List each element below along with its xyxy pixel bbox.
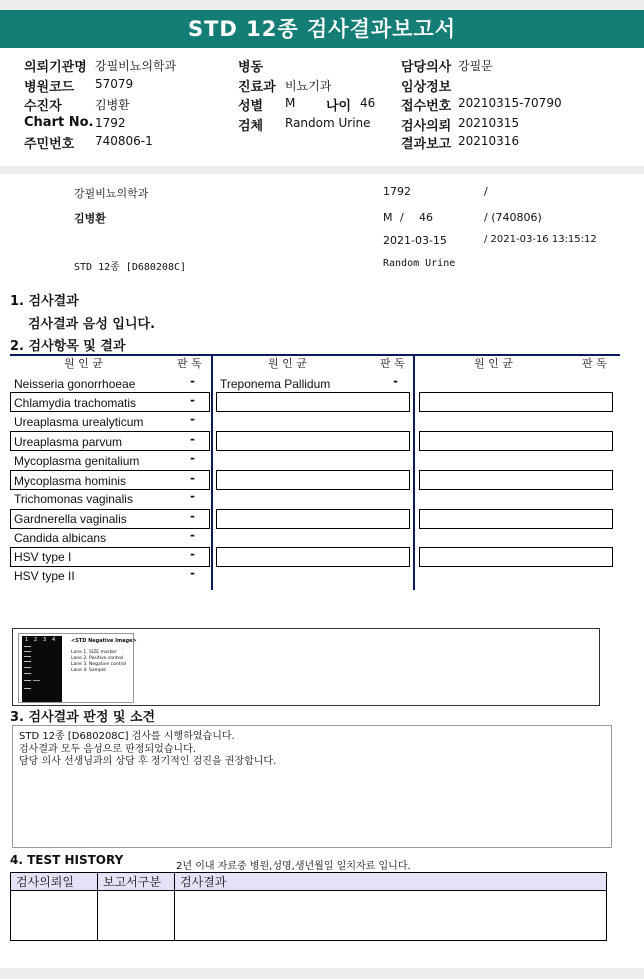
col-result-1: 판 독 — [177, 357, 202, 370]
gel-band — [24, 688, 31, 689]
organism-name: Ureaplasma urealyticum — [14, 415, 144, 429]
organism-result: - — [190, 471, 195, 485]
ward-label: 병동 — [238, 60, 264, 75]
organism-name: Neisseria gonorrhoeae — [14, 377, 136, 391]
pb-slash-2: / — [400, 211, 404, 224]
comment-line: STD 12종 [D680208C] 검사를 시행하였습니다. — [19, 731, 235, 742]
gel-image-panel — [12, 628, 600, 706]
gel-band — [24, 651, 31, 652]
organism-result: - — [190, 509, 195, 523]
row-box — [419, 547, 613, 567]
gel-band — [24, 646, 31, 647]
row-box — [216, 509, 410, 529]
pb-name: 김병환 — [74, 212, 106, 225]
row-box — [216, 547, 410, 567]
age-label: 나이 — [326, 99, 352, 114]
section-2-title: 2. 검사항목 및 결과 — [10, 339, 126, 354]
gel-photo — [22, 636, 62, 702]
row-box — [419, 431, 613, 451]
row-box — [419, 509, 613, 529]
organism-result: - — [190, 374, 195, 388]
col-result-3: 판 독 — [582, 357, 607, 370]
report-date-label: 결과보고 — [401, 137, 452, 152]
history-col-report-type: 보고서구분 — [98, 873, 175, 891]
organism-name: HSV type II — [14, 569, 75, 583]
requester-value: 강필비뇨의학과 — [95, 59, 177, 73]
section-1-title: 1. 검사결과 — [10, 294, 79, 309]
col-result-2: 판 독 — [380, 357, 405, 370]
organism-result: - — [190, 412, 195, 426]
gel-legend — [71, 638, 137, 674]
report-sheet — [0, 174, 644, 968]
gel-band — [33, 680, 40, 681]
history-cell — [98, 891, 175, 941]
gel-title: <STD Negative Image> — [71, 638, 137, 644]
gel-band — [24, 667, 31, 668]
history-col-request-date: 검사의뢰일 — [11, 873, 98, 891]
grid-divider-1 — [211, 354, 213, 590]
hospital-code-value: 57079 — [95, 77, 134, 91]
report-title: STD 12종 검사결과보고서 — [0, 10, 644, 48]
gel-band — [24, 680, 31, 681]
gel-legend-line: Lane 3. Negative control — [71, 662, 127, 667]
gel-legend-line: Lane 4. Sample — [71, 668, 106, 673]
lane-label: 3 — [43, 637, 47, 643]
row-box — [216, 392, 410, 412]
col-organism-3: 원 인 균 — [474, 357, 513, 370]
comment-line: 검사결과 모두 음성으로 판정되었습니다. — [19, 744, 196, 755]
organism-name: Treponema Pallidum — [220, 377, 331, 391]
organism-result: - — [393, 374, 398, 388]
specimen-label: 검체 — [238, 119, 264, 134]
pb-chart: 1792 — [383, 185, 411, 198]
grid-divider-2 — [413, 354, 415, 590]
col-organism-2: 원 인 균 — [268, 357, 307, 370]
chart-label: Chart No. — [24, 115, 94, 130]
id-label: 주민번호 — [24, 137, 75, 152]
pb-birth: / (740806) — [484, 211, 542, 224]
gel-band — [24, 656, 31, 657]
chart-value: 1792 — [95, 116, 126, 130]
comment-line: 담당 의사 선생님과의 상담 후 정기적인 검진을 권장합니다. — [19, 756, 277, 767]
organism-name: Chlamydia trachomatis — [14, 396, 137, 410]
gel-image — [18, 633, 137, 703]
pb-date-reported: / 2021-03-16 13:15:12 — [484, 234, 597, 245]
lane-label: 2 — [34, 637, 38, 643]
requester-label: 의뢰기관명 — [24, 60, 87, 75]
pb-clinic: 강필비뇨의학과 — [74, 187, 149, 200]
dept-value: 비뇨기과 — [285, 79, 332, 93]
organism-name: Mycoplasma genitalium — [14, 454, 140, 468]
doctor-value: 강필문 — [458, 59, 493, 73]
pb-test: STD 12종 [D680208C] — [74, 262, 187, 273]
organism-result: - — [190, 528, 195, 542]
patient-value: 김병환 — [95, 98, 130, 112]
organism-name: Gardnerella vaginalis — [14, 512, 127, 526]
organism-result: - — [190, 566, 195, 580]
pb-age: 46 — [419, 211, 433, 224]
age-value: 46 — [360, 96, 376, 110]
sex-label: 성별 — [238, 99, 264, 114]
comment-box — [12, 725, 612, 848]
request-date-label: 검사의뢰 — [401, 119, 452, 134]
gel-legend-line: Lane 2. Positive control — [71, 656, 124, 661]
hospital-code-label: 병원코드 — [24, 80, 75, 95]
history-note: 2년 이내 자료중 병원,성명,생년월일 일치자료 입니다. — [176, 861, 411, 872]
pb-slash: / — [484, 185, 488, 198]
pb-sex: M — [383, 211, 393, 224]
doctor-label: 담당의사 — [401, 60, 452, 75]
organism-result: - — [190, 393, 195, 407]
section-4-title: 4. TEST HISTORY — [10, 853, 124, 867]
sex-value: M — [285, 96, 296, 110]
organism-name: Candida albicans — [14, 531, 107, 545]
history-cell — [175, 891, 607, 941]
pb-specimen: Random Urine — [383, 258, 456, 269]
organism-name: Trichomonas vaginalis — [14, 492, 133, 506]
row-box — [419, 392, 613, 412]
pb-date-received: 2021-03-15 — [383, 234, 447, 247]
organism-result: - — [190, 489, 195, 503]
result-summary: 검사결과 음성 입니다. — [28, 317, 156, 332]
gel-legend-line: Lane 1. SIZE marker — [71, 650, 117, 655]
request-date-value: 20210315 — [458, 116, 520, 130]
organism-result: - — [190, 451, 195, 465]
history-col-result: 검사결과 — [175, 873, 607, 891]
specimen-value: Random Urine — [285, 116, 371, 130]
report-header — [0, 48, 644, 166]
test-history-table — [10, 872, 607, 941]
row-box — [216, 431, 410, 451]
organism-result: - — [190, 547, 195, 561]
clinical-info-label: 임상정보 — [401, 80, 452, 95]
organism-name: Mycoplasma hominis — [14, 474, 127, 488]
patient-label: 수진자 — [24, 99, 62, 114]
organism-name: HSV type I — [14, 550, 72, 564]
row-box — [216, 470, 410, 490]
history-empty-row — [11, 891, 607, 941]
gel-band — [24, 661, 31, 662]
organism-name: Ureaplasma parvum — [14, 435, 123, 449]
receipt-value: 20210315-70790 — [458, 96, 562, 110]
col-organism-1: 원 인 균 — [64, 357, 103, 370]
history-cell — [11, 891, 98, 941]
row-box — [419, 470, 613, 490]
lane-label: 1 — [25, 637, 29, 643]
organism-result: - — [190, 432, 195, 446]
section-3-title: 3. 검사결과 판정 및 소견 — [10, 710, 156, 725]
dept-label: 진료과 — [238, 80, 276, 95]
gel-band — [24, 673, 31, 674]
receipt-label: 접수번호 — [401, 99, 452, 114]
id-value: 740806-1 — [95, 134, 153, 148]
lane-label: 4 — [52, 637, 56, 643]
report-date-value: 20210316 — [458, 134, 520, 148]
